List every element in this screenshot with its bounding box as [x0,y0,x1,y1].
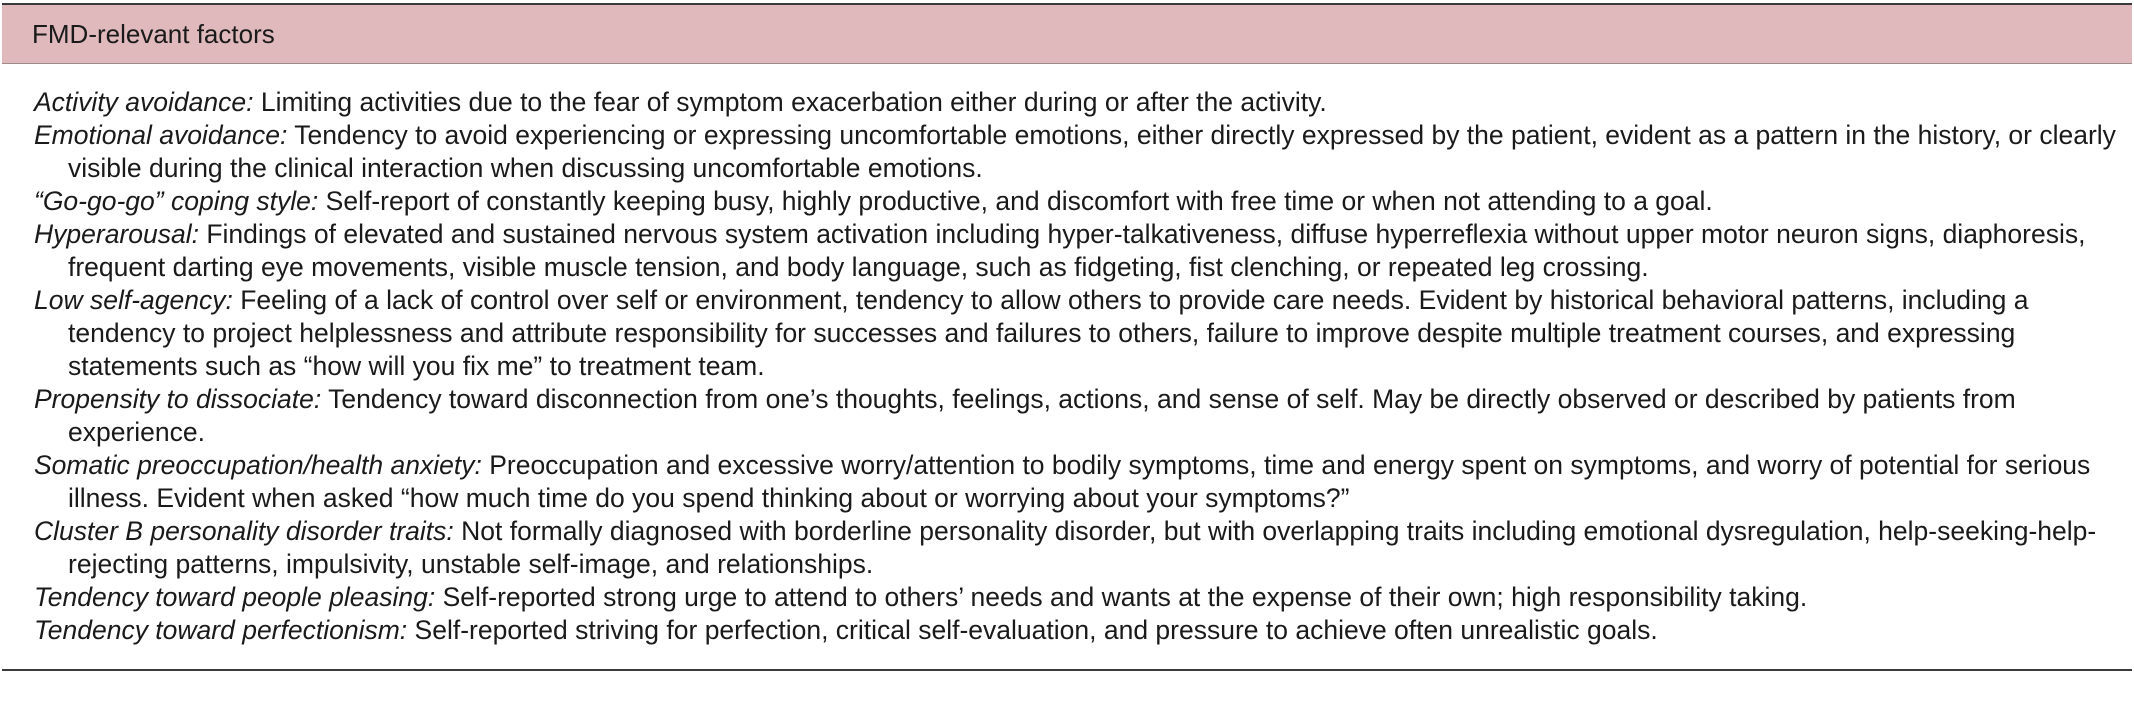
entry-cluster-b-traits [34,515,2132,581]
entry-term: Hyperarousal: [34,219,199,249]
entry-perfectionism [34,614,2132,647]
entry-term: Activity avoidance: [34,87,254,117]
entry-definition: Preoccupation and excessive worry/attention to bodily symptoms, time and energy spent on symptoms, and worry of potential for serious illness. Evident when asked “how much time do you spend thinking about or worrying about your symptoms?” [68,450,2091,513]
entry-hyperarousal [34,218,2132,284]
entry-term: Cluster B personality disorder traits: [34,516,454,546]
entry-term: “Go-go-go” coping style: [34,186,319,216]
entry-low-self-agency [34,284,2132,383]
table-header-label: FMD-relevant factors [32,18,275,49]
entry-definition: Self-reported strong urge to attend to others’ needs and wants at the expense of their own; high responsibility taking. [442,582,1808,612]
fmd-factors-table [2,3,2132,671]
entry-definition: Tendency to avoid experiencing or expressing uncomfortable emotions, either directly expressed by the patient, evident as a pattern in the history, or clearly visible during the clinical interaction when discussing uncomfortable emotions. [68,120,2116,183]
entry-definition: Feeling of a lack of control over self or environment, tendency to allow others to provide care needs. Evident by historical behavioral patterns, including a tendency to project helplessness and attribute responsibility for successes and failures to others, failure to improve despite multiple treatment courses, and expressing statements such as “how will you fix me” to treatment team. [68,285,2029,381]
entry-emotional-avoidance [34,119,2132,185]
table-body [2,64,2132,669]
entry-term: Somatic preoccupation/health anxiety: [34,450,482,480]
entry-somatic-preoccupation [34,449,2132,515]
entry-definition: Not formally diagnosed with borderline personality disorder, but with overlapping traits including emotional dysregulation, help-seeking-help-rejecting patterns, impulsivity, unstable self-image, and relationships. [68,516,2097,579]
entry-definition: Findings of elevated and sustained nervous system activation including hyper-talkativeness, diffuse hyperreflexia without upper motor neuron signs, diaphoresis, frequent darting eye movements, visible muscle tension, and body language, such as fidgeting, fist clenching, or repeated leg crossing. [68,219,2086,282]
entry-activity-avoidance [34,86,2132,119]
entry-term: Tendency toward people pleasing: [34,582,436,612]
entry-term: Emotional avoidance: [34,120,288,150]
entry-propensity-to-dissociate [34,383,2132,449]
entry-go-go-go-coping [34,185,2132,218]
table-header [2,5,2132,64]
entry-definition: Tendency toward disconnection from one’s thoughts, feelings, actions, and sense of self. May be directly observed or described by patients from experience. [68,384,2016,447]
entry-definition: Limiting activities due to the fear of symptom exacerbation either during or after the activity. [260,87,1327,117]
entry-definition: Self-reported striving for perfection, critical self-evaluation, and pressure to achieve often unrealistic goals. [414,615,1658,645]
entry-term: Tendency toward perfectionism: [34,615,408,645]
entry-people-pleasing [34,581,2132,614]
entry-definition: Self-report of constantly keeping busy, highly productive, and discomfort with free time or when not attending to a goal. [325,186,1713,216]
entry-term: Low self-agency: [34,285,233,315]
entry-term: Propensity to dissociate: [34,384,322,414]
